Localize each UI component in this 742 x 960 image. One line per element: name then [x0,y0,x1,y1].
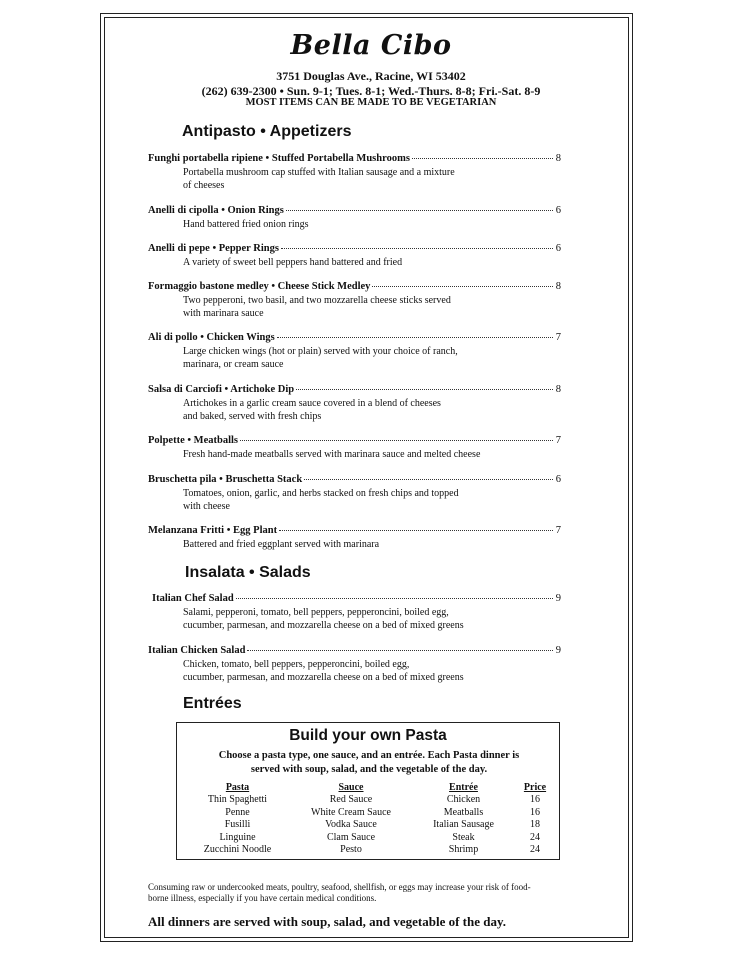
table-row: Zucchini Noodle Pesto Shrimp 24 [203,844,540,855]
menu-item [148,525,561,536]
build-pasta-title: Build your own Pasta [289,727,447,744]
item-name: Italian Chicken Salad [148,645,246,656]
section-title-salads: Insalata • Salads [185,564,311,581]
col-header-price: Price [523,782,547,793]
item-name: Salsa di Carciofi • Artichoke Dip [148,384,295,395]
menu-item [148,474,561,485]
table-row: Fusilli Vodka Sauce Italian Sausage 18 [224,819,540,830]
item-description: Battered and fried eggplant served with marinara [183,539,380,550]
build-pasta-box [176,722,560,860]
restaurant-phone-hours: (262) 639-2300 • Sun. 9-1; Tues. 8-1; Wed.-Thurs. 8-8; Fri.-Sat. 8-9 [201,84,541,98]
col-header-pasta: Pasta [225,782,250,793]
item-price: 6 [555,243,561,254]
dot-leader [277,337,553,338]
item-price: 8 [555,281,561,292]
item-description: Large chicken wings (hot or plain) served with your choice of ranch, marinara, or cream sauce [183,346,458,370]
item-price: 7 [555,525,561,536]
col-header-sauce: Sauce [338,782,364,793]
table-row: Penne White Cream Sauce Meatballs 16 [225,806,540,818]
item-name: Ali di pollo • Chicken Wings [148,332,275,343]
food-safety-disclaimer: Consuming raw or undercooked meats, poultry, seafood, shellfish, or eggs may increase your risk of food- borne illness, especially if you have certain medical conditions. [148,882,531,903]
table-row: Thin Spaghetti Red Sauce Chicken 16 [207,794,540,805]
build-pasta-subtitle: Choose a pasta type, one sauce, and an entrée. Each Pasta dinner is served with soup, salad, and the vegetable of the day. [218,750,520,775]
restaurant-address: 3751 Douglas Ave., Racine, WI 53402 [276,69,466,83]
menu-item [148,243,561,254]
item-description: Portabella mushroom cap stuffed with Italian sausage and a mixture of cheeses [183,167,455,191]
item-description: Artichokes in a garlic cream sauce covered in a blend of cheeses and baked, served with fresh chips [183,398,441,422]
dot-leader [296,389,553,390]
item-price: 9 [555,593,561,604]
menu-item [148,645,561,656]
table-header-row [185,781,555,794]
menu-item [148,435,561,446]
item-name: Formaggio bastone medley • Cheese Stick Medley [148,281,371,292]
menu-item [148,205,561,216]
dot-leader [236,598,553,599]
dot-leader [304,479,553,480]
item-price: 6 [555,474,561,485]
item-description: Salami, pepperoni, tomato, bell peppers, pepperoncini, boiled egg, cucumber, parmesan, and mozzarella cheese on a bed of mixed greens [183,607,464,631]
item-name: Anelli di cipolla • Onion Rings [148,205,284,216]
item-price: 8 [555,153,561,164]
item-price: 6 [555,205,561,216]
dot-leader [286,210,553,211]
menu-item [148,281,561,292]
item-description: Chicken, tomato, bell peppers, pepperoncini, boiled egg, cucumber, parmesan, and mozzarella cheese on a bed of mixed greens [183,659,464,683]
menu-item [148,384,561,395]
section-title-entrees: Entrées [183,695,242,712]
menu-item [148,153,561,164]
item-description: Two pepperoni, two basil, and two mozzarella cheese sticks served with marinara sauce [183,295,451,319]
table-row: Linguine Clam Sauce Steak 24 [219,831,540,843]
restaurant-logo: Bella Cibo [290,30,452,61]
menu-item [152,593,561,604]
col-header-entree: Entrée [449,782,478,793]
pasta-options-table [185,781,555,857]
dot-leader [247,650,553,651]
item-name: Anelli di pepe • Pepper Rings [148,243,279,254]
dinner-footer-note: All dinners are served with soup, salad, and vegetable of the day. [148,914,507,929]
item-name: Funghi portabella ripiene • Stuffed Portabella Mushrooms [148,153,410,164]
item-price: 7 [555,332,561,343]
item-price: 7 [555,435,561,446]
section-title-appetizers: Antipasto • Appetizers [182,123,352,140]
dot-leader [279,530,553,531]
item-description: A variety of sweet bell peppers hand battered and fried [183,257,403,268]
item-name: Italian Chef Salad [152,593,234,604]
item-name: Bruschetta pila • Bruschetta Stack [148,474,303,485]
item-name: Melanzana Fritti • Egg Plant [148,525,278,536]
menu-item [148,332,561,343]
dot-leader [372,286,553,287]
item-description: Tomatoes, onion, garlic, and herbs stacked on fresh chips and topped with cheese [183,488,459,512]
item-name: Polpette • Meatballs [148,435,238,446]
item-price: 9 [555,645,561,656]
item-description: Fresh hand-made meatballs served with marinara sauce and melted cheese [183,449,481,460]
dot-leader [281,248,553,249]
dot-leader [240,440,553,441]
vegetarian-note: MOST ITEMS CAN BE MADE TO BE VEGETARIAN [245,97,497,108]
item-price: 8 [555,384,561,395]
dot-leader [412,158,553,159]
item-description: Hand battered fried onion rings [183,219,309,230]
